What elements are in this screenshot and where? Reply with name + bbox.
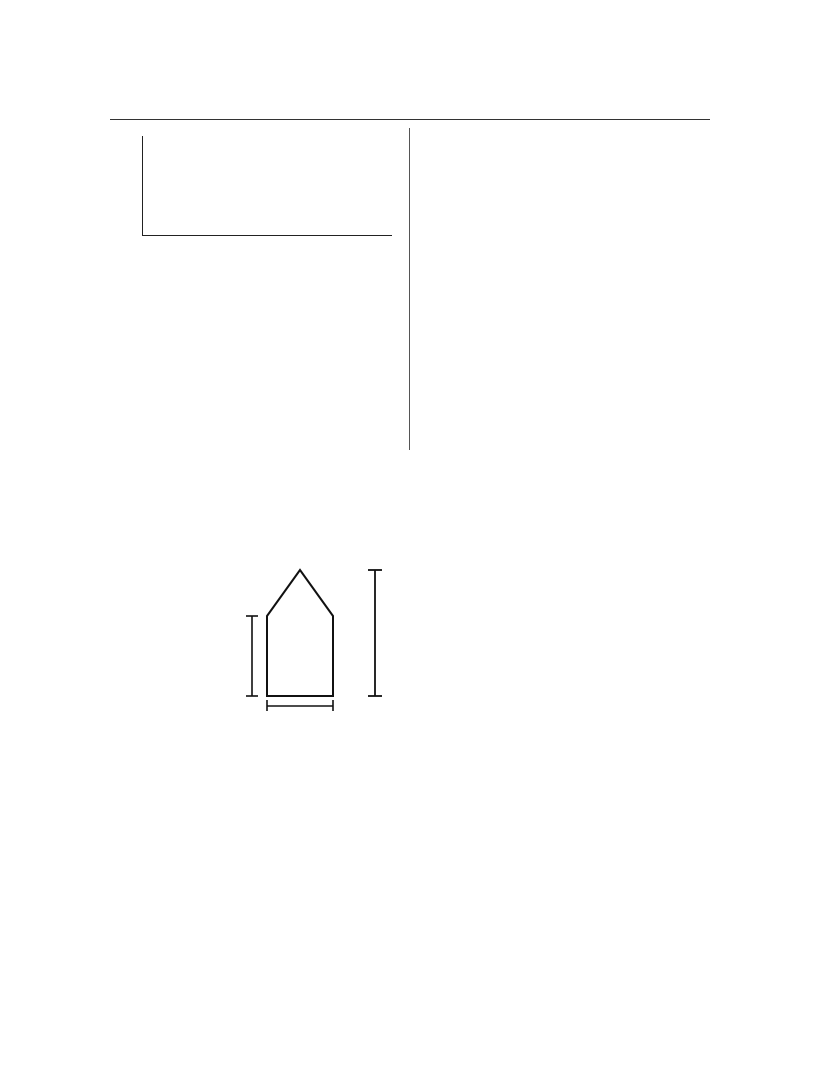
terrain-figure <box>232 556 432 711</box>
question-14-diagram-options <box>420 137 712 333</box>
column-divider <box>409 128 410 450</box>
question-13 <box>112 130 402 339</box>
header-rule <box>110 119 710 120</box>
question-14 <box>420 130 712 333</box>
chart-plot-area <box>142 136 392 236</box>
earnings-line-chart <box>112 134 400 309</box>
pentagon-house-shape <box>232 556 432 711</box>
